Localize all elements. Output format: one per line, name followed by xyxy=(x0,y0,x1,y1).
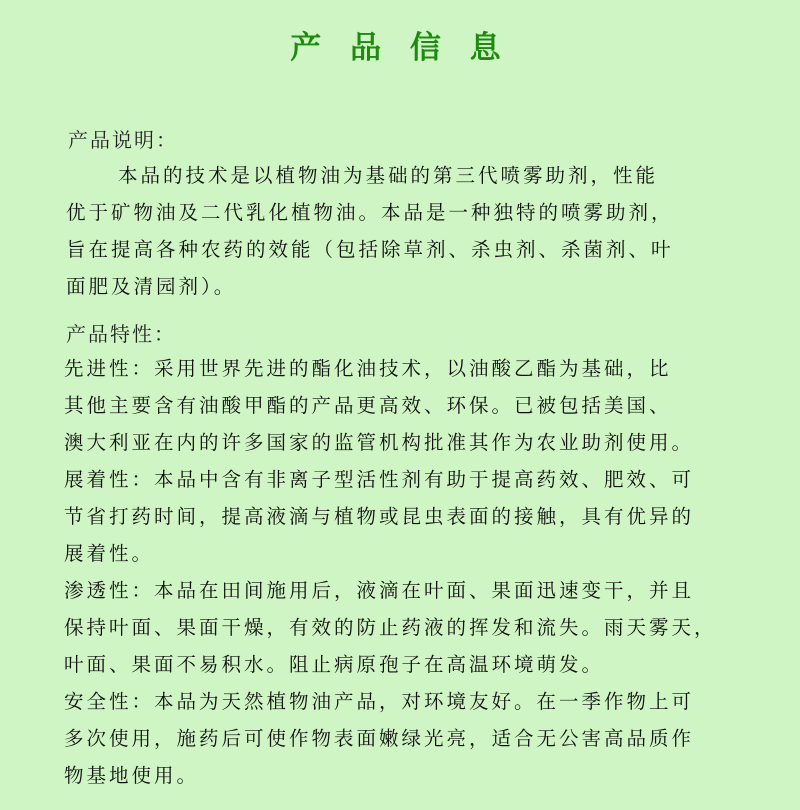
feature-line: 展着性：本品中含有非离子型活性剂有助于提高药效、肥效、可 xyxy=(64,468,695,491)
feature-line: 保持叶面、果面干燥，有效的防止药液的挥发和流失。雨天雾天， xyxy=(64,616,717,639)
features-paragraph xyxy=(64,350,717,794)
feature-line: 澳大利亚在内的许多国家的监管机构批准其作为农业助剂使用。 xyxy=(64,431,695,454)
feature-line: 安全性：本品为天然植物油产品，对环境友好。在一季作物上可 xyxy=(64,690,695,713)
feature-line: 展着性。 xyxy=(64,542,155,565)
features-heading: 产品特性： xyxy=(66,322,176,346)
description-line: 面肥及清园剂）。 xyxy=(66,275,237,298)
feature-line: 多次使用，施药后可使作物表面嫩绿光亮，适合无公害高品质作 xyxy=(64,727,695,750)
description-paragraph xyxy=(66,157,674,305)
page-title: 产 品 信 息 xyxy=(290,30,510,66)
feature-line: 渗透性：本品在田间施用后，液滴在叶面、果面迅速变干，并且 xyxy=(64,579,695,602)
feature-line: 节省打药时间，提高液滴与植物或昆虫表面的接触，具有优异的 xyxy=(64,505,695,528)
description-heading: 产品说明： xyxy=(68,128,178,152)
description-line: 本品的技术是以植物油为基础的第三代喷雾助剂，性能 xyxy=(118,164,659,187)
description-line: 优于矿物油及二代乳化植物油。本品是一种独特的喷雾助剂， xyxy=(66,201,674,224)
description-line: 旨在提高各种农药的效能（包括除草剂、杀虫剂、杀菌剂、叶 xyxy=(66,238,674,261)
feature-line: 物基地使用。 xyxy=(64,764,200,787)
feature-line: 先进性：采用世界先进的酯化油技术，以油酸乙酯为基础，比 xyxy=(64,357,672,380)
feature-line: 叶面、果面不易积水。阻止病原孢子在高温环境萌发。 xyxy=(64,653,605,676)
feature-line: 其他主要含有油酸甲酯的产品更高效、环保。已被包括美国、 xyxy=(64,394,672,417)
